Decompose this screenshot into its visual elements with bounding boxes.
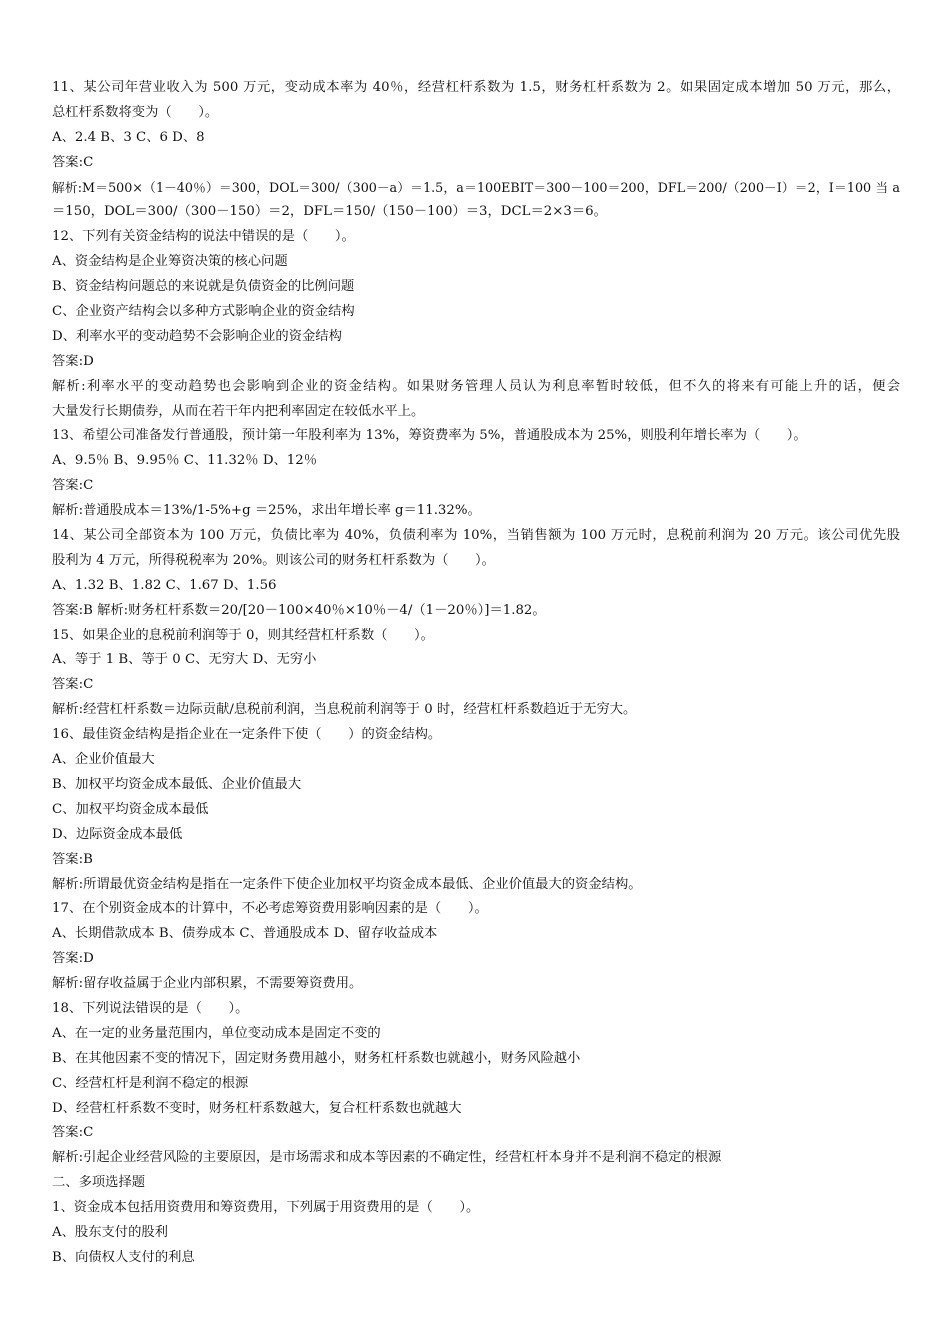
text-line: ＝150，DOL＝300/（300－150）＝2，DFL＝150/（150－100）＝3，DCL＝2×3＝6。 [52,204,607,220]
text-line: A、等于 1 B、等于 0 C、无穷大 D、无穷小 [52,652,317,668]
text-line: B、在其他因素不变的情况下，固定财务费用越小，财务杠杆系数也就越小，财务风险越小 [52,1050,581,1066]
text-line: A、股东支付的股利 [52,1224,168,1240]
text-line: 答案:C [52,677,94,693]
text-line: B、资金结构问题总的来说就是负债资金的比例问题 [52,279,355,295]
text-line: A、9.5％ B、9.95％ C、11.32％ D、12％ [52,453,318,469]
text-line: 大量发行长期债券，从而在若干年内把利率固定在较低水平上。 [52,403,425,419]
text-line: 14、某公司全部资本为 100 万元，负债比率为 40%，负债利率为 10%，当销售额为 100 万元时，息税前利润为 20 万元。该公司优先股 [52,528,900,544]
text-line: 总杠杆系数将变为（ ）。 [52,104,219,120]
text-line: 15、如果企业的息税前利润等于 0，则其经营杠杆系数（ ）。 [52,627,434,643]
text-line: 答案:B [52,851,93,867]
text-line: D、边际资金成本最低 [52,826,183,842]
text-line: 答案:C [52,154,94,170]
text-line: 解析:经营杠杆系数＝边际贡献/息税前利润，当息税前利润等于 0 时，经营杠杆系数趋近于无穷大。 [52,702,637,718]
text-line: 股利为 4 万元，所得税税率为 20%。则该公司的财务杠杆系数为（ ）。 [52,552,495,568]
text-line: 答案:D [52,353,94,369]
text-line: D、利率水平的变动趋势不会影响企业的资金结构 [52,328,342,344]
text-line: 13、希望公司准备发行普通股，预计第一年股利率为 13%，筹资费率为 5%，普通股成本为 25%，则股利年增长率为（ ）。 [52,428,807,444]
text-line: 解析:M＝500×（1－40％）＝300，DOL＝300/（300－a）＝1.5，a＝100EBIT＝300－100＝200，DFL＝200/（200－I）＝2，I＝100 当 a [52,179,900,195]
text-line: 18、下列说法错误的是（ ）。 [52,1000,249,1016]
text-line: B、向债权人支付的利息 [52,1249,195,1265]
text-line: A、1.32 B、1.82 C、1.67 D、1.56 [52,577,277,593]
section-heading: 二、多项选择题 [52,1175,146,1191]
text-line: 1、资金成本包括用资费用和筹资费用，下列属于用资费用的是（ ）。 [52,1200,480,1216]
text-line: 解析:普通股成本＝13%/1-5%+g ＝25%，求出年增长率 g＝11.32%。 [52,503,481,519]
text-line: 解析:利率水平的变动趋势也会影响到企业的资金结构。如果财务管理人员认为利息率暂时较低，但不久的将来有可能上升的话，便会 [52,378,900,394]
text-line: 12、下列有关资金结构的说法中错误的是（ ）。 [52,229,355,245]
text-line: 答案:C [52,1125,94,1141]
text-line: 答案:B 解析:财务杠杆系数＝20/[20－100×40％×10％－4/（1－20％）]＝1.82。 [52,602,546,618]
text-line: 答案:C [52,478,94,494]
text-line: C、加权平均资金成本最低 [52,801,209,817]
text-line: 16、最佳资金结构是指企业在一定条件下使（ ）的资金结构。 [52,727,442,743]
document-page [52,76,900,1271]
text-line: A、在一定的业务量范围内，单位变动成本是固定不变的 [52,1025,381,1041]
text-line: C、企业资产结构会以多种方式影响企业的资金结构 [52,304,355,320]
text-line: 解析:留存收益属于企业内部积累，不需要筹资费用。 [52,976,363,992]
text-line: A、企业价值最大 [52,752,155,768]
text-line: D、经营杠杆系数不变时，财务杠杆系数越大，复合杠杆系数也就越大 [52,1100,462,1116]
text-line: 解析:引起企业经营风险的主要原因，是市场需求和成本等因素的不确定性，经营杠杆本身并不是利润不稳定的根源 [52,1150,722,1166]
text-line: 11、某公司年营业收入为 500 万元，变动成本率为 40％，经营杠杆系数为 1.5，财务杠杆系数为 2。如果固定成本增加 50 万元，那么， [52,80,900,95]
text-line: 解析:所谓最优资金结构是指在一定条件下使企业加权平均资金成本最低、企业价值最大的资金结构。 [52,876,642,892]
text-line: A、2.4 B、3 C、6 D、8 [52,129,205,145]
text-line: A、长期借款成本 B、债券成本 C、普通股成本 D、留存收益成本 [52,926,438,942]
text-line: 答案:D [52,951,94,967]
text-line: A、资金结构是企业筹资决策的核心问题 [52,254,288,270]
text-line: B、加权平均资金成本最低、企业价值最大 [52,776,302,792]
text-line: C、经营杠杆是利润不稳定的根源 [52,1075,249,1091]
text-line: 17、在个别资金成本的计算中，不必考虑筹资费用影响因素的是（ ）。 [52,901,488,917]
